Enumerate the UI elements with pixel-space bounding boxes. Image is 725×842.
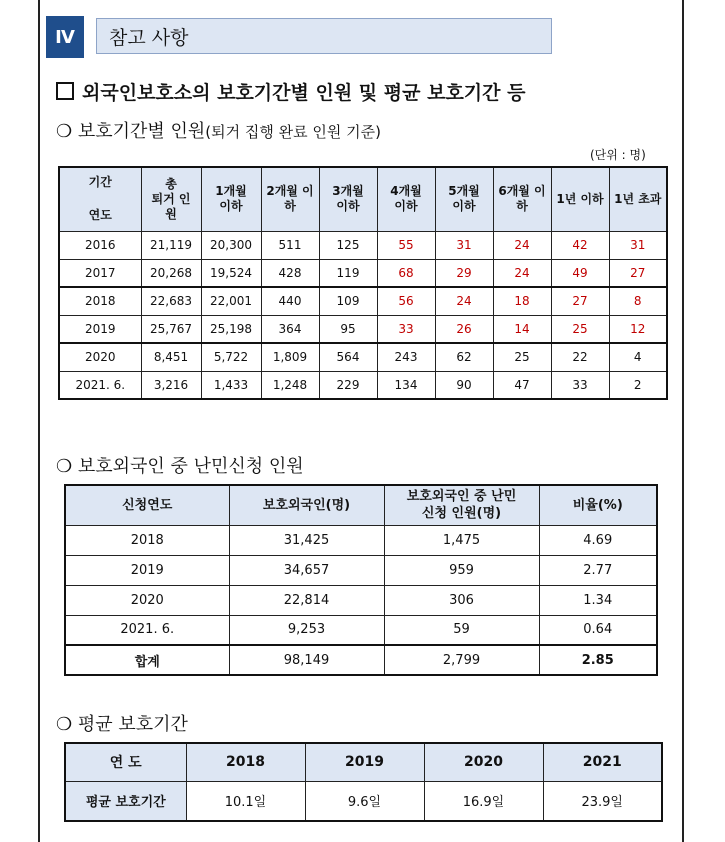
table-cell: 4: [609, 343, 667, 371]
col-header-text: 2개월 이 하: [266, 184, 314, 214]
table-cell: 27: [609, 259, 667, 287]
unit-label: (단위 : 명): [590, 148, 646, 162]
table-cell: 229: [319, 371, 377, 399]
table-cell: 0.64: [539, 615, 657, 645]
table-cell: 68: [377, 259, 435, 287]
col-header: [261, 167, 319, 231]
col-header-text: 비율(%): [572, 497, 623, 513]
table-cell: 12: [609, 315, 667, 343]
col-header-text: 4개월 이하: [390, 184, 422, 214]
col-header: [201, 167, 261, 231]
col-header-text: 1년 초과: [614, 191, 662, 206]
table-cell: 25,767: [141, 315, 201, 343]
table-cell: 21,119: [141, 231, 201, 259]
table-cell: 22,814: [229, 585, 384, 615]
table-cell: 33: [377, 315, 435, 343]
table-cell: 95: [319, 315, 377, 343]
year-cell: 2017: [59, 259, 141, 287]
table-cell: 306: [384, 585, 539, 615]
circle-bullet-icon: ❍: [56, 456, 78, 477]
table-row: [59, 315, 667, 343]
average-table: [64, 742, 663, 822]
year-cell: 2020: [59, 343, 141, 371]
total-label: 합계: [65, 645, 229, 675]
table-row: [65, 525, 657, 555]
table-cell: 2: [609, 371, 667, 399]
table-cell: 24: [493, 259, 551, 287]
subheading-average-title: 평균 보호기간: [77, 714, 188, 735]
col-header-text: 1개월 이하: [215, 184, 247, 214]
right-border-line: [682, 0, 684, 842]
table-cell: 1,433: [201, 371, 261, 399]
col-header: [305, 743, 424, 781]
corner-header-top: 기간: [88, 175, 112, 190]
table-row: [65, 585, 657, 615]
col-header: [186, 743, 305, 781]
table-cell: 23.9일: [543, 781, 662, 821]
table-cell: 31: [609, 231, 667, 259]
col-header: [424, 743, 543, 781]
col-header-text: 2019: [345, 754, 384, 771]
table-cell: 14: [493, 315, 551, 343]
table-row: [59, 287, 667, 315]
section-number-badge: Ⅳ: [46, 16, 84, 58]
col-header: [609, 167, 667, 231]
col-header: [539, 485, 657, 525]
table-cell: 22,683: [141, 287, 201, 315]
row-header: 평균 보호기간: [65, 781, 186, 821]
col-header-text: 1년 이하: [556, 191, 604, 206]
total-cell: 98,149: [229, 645, 384, 675]
total-cell: 2.85: [539, 645, 657, 675]
refugee-table: [64, 484, 658, 676]
circle-bullet-icon: ❍: [56, 121, 78, 142]
table-cell: 55: [377, 231, 435, 259]
refugee-table-body: [65, 525, 657, 675]
col-header-text: 총 퇴거 인 원: [151, 176, 191, 221]
table-cell: 8,451: [141, 343, 201, 371]
col-header: [435, 167, 493, 231]
col-header: [543, 743, 662, 781]
table-cell: 109: [319, 287, 377, 315]
subheading-duration-note: (퇴거 집행 완료 인원 기준): [205, 123, 381, 141]
table-cell: 49: [551, 259, 609, 287]
table-cell: 18: [493, 287, 551, 315]
table-cell: 119: [319, 259, 377, 287]
table-row: [59, 343, 667, 371]
table-row: [65, 555, 657, 585]
table-cell: 2021. 6.: [65, 615, 229, 645]
main-heading-text: 외국인보호소의 보호기간별 인원 및 평균 보호기간 등: [82, 82, 526, 104]
checkbox-square-icon: [56, 82, 74, 100]
col-header-text: 2021: [582, 754, 622, 771]
col-header: [319, 167, 377, 231]
table-cell: 25: [551, 315, 609, 343]
table-cell: 22: [551, 343, 609, 371]
col-header: [493, 167, 551, 231]
table-cell: 1,475: [384, 525, 539, 555]
table-cell: 8: [609, 287, 667, 315]
table-cell: 26: [435, 315, 493, 343]
col-header: [377, 167, 435, 231]
col-header-text: 신청연도: [122, 497, 173, 513]
table-cell: 511: [261, 231, 319, 259]
col-header: [229, 485, 384, 525]
table-cell: 440: [261, 287, 319, 315]
table-cell: 959: [384, 555, 539, 585]
table-cell: 1,248: [261, 371, 319, 399]
table-cell: 2018: [65, 525, 229, 555]
table-cell: 564: [319, 343, 377, 371]
table-cell: 10.1일: [186, 781, 305, 821]
duration-table: [58, 166, 668, 400]
col-header-text: 2018: [226, 754, 265, 771]
table-cell: 5,722: [201, 343, 261, 371]
year-cell: 2021. 6.: [59, 371, 141, 399]
table-row: [59, 259, 667, 287]
col-header-text: 2020: [464, 754, 503, 771]
table-cell: 428: [261, 259, 319, 287]
table-cell: 47: [493, 371, 551, 399]
table-cell: 31,425: [229, 525, 384, 555]
col-header: [551, 167, 609, 231]
table-cell: 364: [261, 315, 319, 343]
table-cell: 2.77: [539, 555, 657, 585]
subheading-average: [56, 710, 188, 736]
table-cell: 243: [377, 343, 435, 371]
subheading-duration-title: 보호기간별 인원: [77, 121, 206, 142]
table-cell: 4.69: [539, 525, 657, 555]
total-row: [65, 645, 657, 675]
left-border-line: [38, 0, 40, 842]
table-cell: 16.9일: [424, 781, 543, 821]
table-row: [59, 371, 667, 399]
table-cell: 59: [384, 615, 539, 645]
table-cell: 62: [435, 343, 493, 371]
table-row: [59, 231, 667, 259]
table-cell: 24: [435, 287, 493, 315]
col-header-text: 3개월 이하: [332, 184, 364, 214]
table-cell: 134: [377, 371, 435, 399]
table-row: [65, 615, 657, 645]
table-cell: 1,809: [261, 343, 319, 371]
col-header: [65, 743, 186, 781]
col-header-text: 5개월 이하: [448, 184, 480, 214]
subheading-duration: [56, 117, 381, 143]
table-cell: 20,300: [201, 231, 261, 259]
corner-header: [59, 167, 141, 231]
col-header-text: 연 도: [109, 755, 142, 772]
table-cell: 90: [435, 371, 493, 399]
corner-header-bottom: 연도: [88, 208, 112, 223]
year-cell: 2016: [59, 231, 141, 259]
section-title: 참고 사항: [96, 18, 552, 54]
col-header: [384, 485, 539, 525]
col-header-text: 6개월 이 하: [498, 184, 546, 214]
table-cell: 31: [435, 231, 493, 259]
table-cell: 20,268: [141, 259, 201, 287]
col-header: [141, 167, 201, 231]
table-cell: 9,253: [229, 615, 384, 645]
table-cell: 27: [551, 287, 609, 315]
table-row: [65, 781, 662, 821]
table-cell: 25,198: [201, 315, 261, 343]
year-cell: 2019: [59, 315, 141, 343]
table-cell: 24: [493, 231, 551, 259]
table-cell: 34,657: [229, 555, 384, 585]
table-cell: 25: [493, 343, 551, 371]
table-cell: 56: [377, 287, 435, 315]
table-cell: 1.34: [539, 585, 657, 615]
table-cell: 19,524: [201, 259, 261, 287]
total-cell: 2,799: [384, 645, 539, 675]
table-cell: 22,001: [201, 287, 261, 315]
table-cell: 29: [435, 259, 493, 287]
table-cell: 42: [551, 231, 609, 259]
subheading-refugee-title: 보호외국인 중 난민신청 인원: [77, 456, 304, 477]
col-header: [65, 485, 229, 525]
year-cell: 2018: [59, 287, 141, 315]
table-cell: 2019: [65, 555, 229, 585]
subheading-refugee: [56, 452, 304, 478]
col-header-text: 보호외국인(명): [262, 497, 351, 513]
table-cell: 33: [551, 371, 609, 399]
table-cell: 2020: [65, 585, 229, 615]
table-cell: 9.6일: [305, 781, 424, 821]
main-heading: [56, 78, 525, 105]
col-header-text: 보호외국인 중 난민 신청 인원(명): [406, 489, 517, 522]
table-cell: 3,216: [141, 371, 201, 399]
table-cell: 125: [319, 231, 377, 259]
circle-bullet-icon: ❍: [56, 714, 78, 735]
duration-table-body: [59, 231, 667, 399]
